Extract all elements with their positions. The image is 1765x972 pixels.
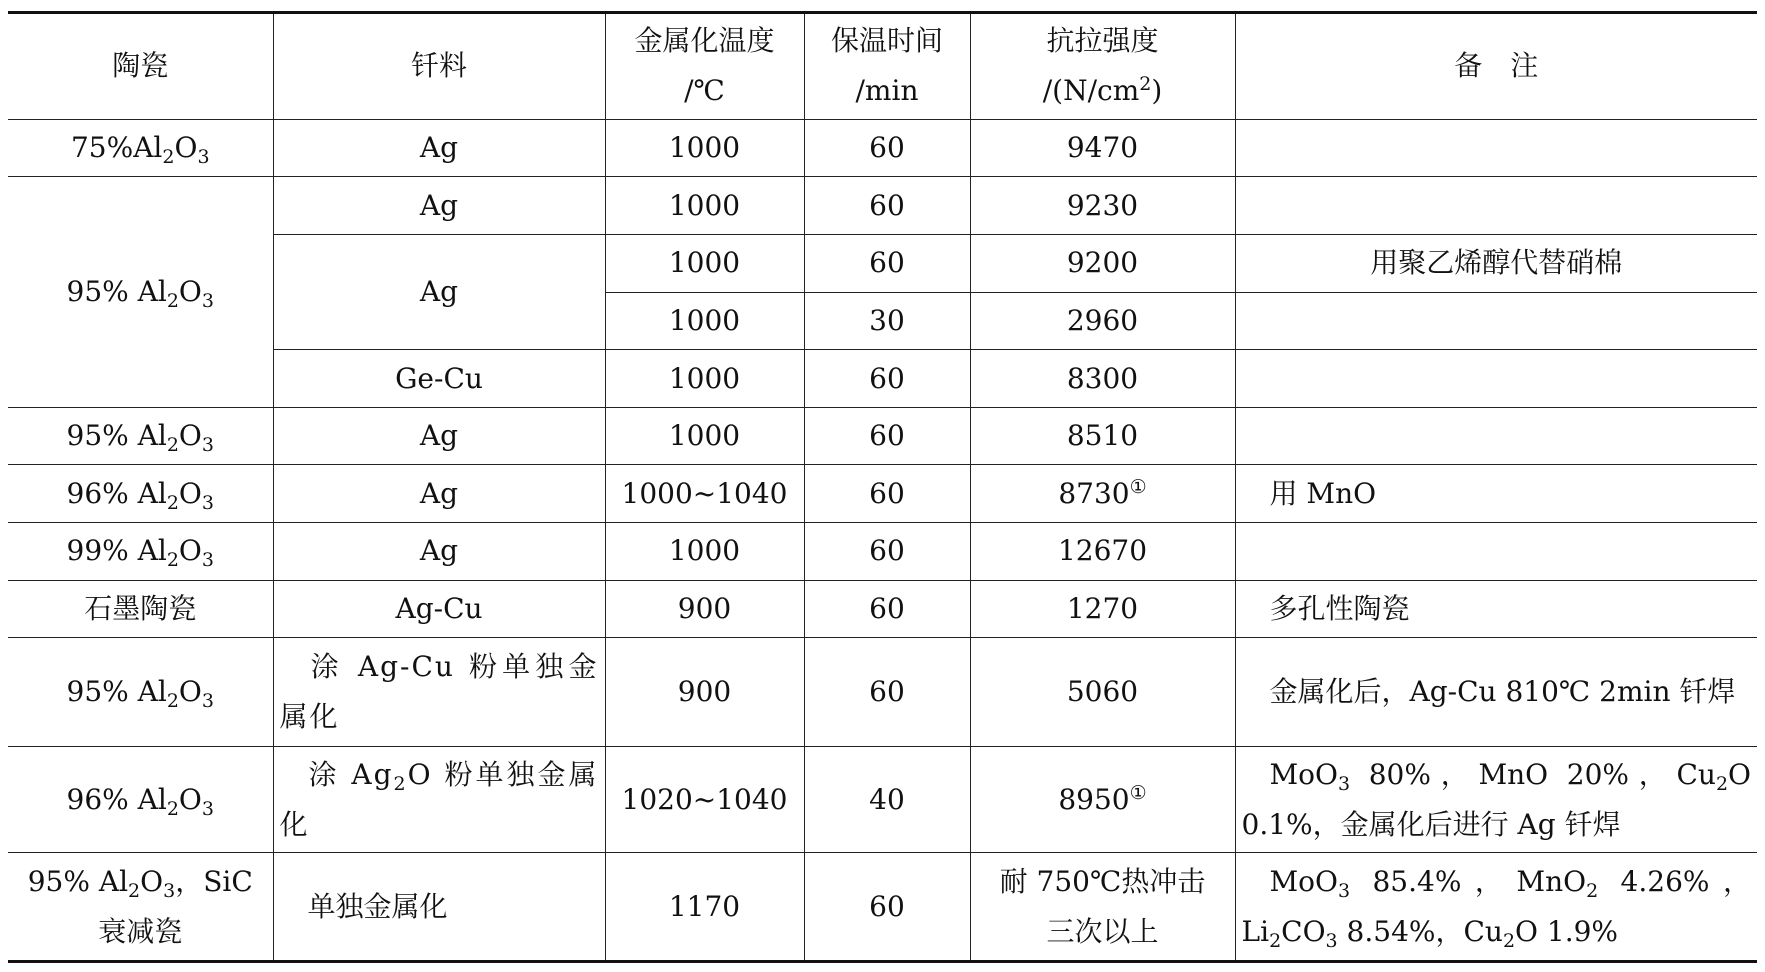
text: 75%Al [70,131,163,165]
cell-note [1235,523,1757,581]
table-row [8,853,1757,962]
cell-temperature: 1000 [605,523,804,581]
subscript: 3 [1337,879,1351,902]
cell-hold-time: 60 [804,853,970,962]
cell-strength: 1270 [970,580,1235,638]
text: 4.26%，Li [1241,864,1751,948]
cell-strength: 2960 [970,292,1235,350]
header-hold-time [804,13,970,120]
cell-hold-time: 60 [804,465,970,523]
text: O 0.1%，金属化后进行 Ag 钎焊 [1241,757,1751,841]
text: 95% Al [27,864,129,898]
header-temperature [605,13,804,120]
cell-hold-time: 60 [804,119,970,177]
header-note-label: 备 注 [1454,49,1539,83]
text: O [174,131,198,165]
subscript: 2 [166,690,179,713]
cell-solder: Ag-Cu [273,580,605,638]
cell-temperature: 900 [605,638,804,747]
table-row [8,747,1757,853]
cell-note [1235,350,1757,408]
header-solder-label: 钎料 [410,49,467,83]
subscript: 2 [166,549,179,572]
cell-solder: Ag [273,407,605,465]
cell-solder: Ag [273,119,605,177]
text: 8950 [1058,782,1130,816]
cell-note [1235,853,1757,962]
subscript: 3 [163,879,176,902]
text: O [178,782,202,816]
header-temperature-unit: /℃ [684,74,725,108]
text: 衰减瓷 [98,914,183,948]
text: MoO [1269,757,1338,791]
text: O [140,864,164,898]
cell-strength: 8300 [970,350,1235,408]
header-ceramic-label: 陶瓷 [112,49,169,83]
cell-hold-time: 60 [804,523,970,581]
text: O 粉单独金属化 [279,757,599,841]
cell-note [1235,177,1757,235]
table-row [8,119,1757,177]
subscript: 3 [201,491,214,514]
cell-ceramic [8,465,273,523]
text: 95% Al [66,675,167,709]
cell-strength: 9230 [970,177,1235,235]
cell-temperature: 1170 [605,853,804,962]
table-row [8,407,1757,465]
text: ，SiC [175,864,253,898]
cell-note [1235,638,1757,747]
cell-temperature: 1000~1040 [605,465,804,523]
text: O [178,534,202,568]
text: 用 MnO [1269,476,1377,510]
text: MoO [1269,864,1338,898]
cell-note [1235,119,1757,177]
text: O [178,675,202,709]
cell-solder [273,638,605,747]
text: 96% Al [66,476,167,510]
text: 80%，MnO 20%，Cu [1350,757,1716,791]
cell-note: 用聚乙烯醇代替硝棉 [1235,235,1757,293]
header-strength-unit-exponent: 2 [1139,73,1152,96]
subscript: 3 [201,290,214,313]
text: 单独金属化 [307,889,448,923]
header-note [1235,13,1757,120]
header-hold-time-unit: /min [855,74,919,108]
cell-strength: 5060 [970,638,1235,747]
text: 8730 [1058,476,1130,510]
text: 三次以上 [1046,914,1159,948]
cell-temperature: 1000 [605,177,804,235]
text: 多孔性陶瓷 [1269,592,1410,625]
cell-note [1235,580,1757,638]
cell-ceramic [8,747,273,853]
cell-temperature: 1000 [605,350,804,408]
cell-hold-time: 60 [804,350,970,408]
footnote-mark: ① [1129,781,1147,804]
cell-strength [970,747,1235,853]
footnote-mark: ① [1129,475,1147,498]
cell-note [1235,407,1757,465]
subscript: 2 [1586,879,1599,902]
text: 95% Al [66,419,167,453]
subscript: 2 [128,879,141,902]
table-row [8,638,1757,747]
cell-ceramic [8,407,273,465]
text: 95% Al [66,275,167,309]
subscript: 2 [1502,929,1516,952]
cell-note [1235,465,1757,523]
cell-note [1235,747,1757,853]
cell-strength: 12670 [970,523,1235,581]
text: 涂 Ag-Cu 粉单独金属化 [279,650,599,734]
cell-solder: Ge-Cu [273,350,605,408]
text: 金属化后，Ag-Cu 810℃ 2min 钎焊 [1269,675,1736,709]
subscript: 2 [166,797,179,820]
subscript: 2 [166,290,179,313]
subscript: 2 [1715,772,1729,795]
cell-ceramic [8,853,273,962]
subscript: 3 [1337,772,1351,795]
brazing-data-table [8,11,1757,963]
text: O 1.9% [1515,914,1619,948]
cell-strength [970,853,1235,962]
subscript: 3 [201,434,214,457]
cell-note [1235,292,1757,350]
header-strength-label: 抗拉强度 [1046,24,1159,58]
table-row [8,465,1757,523]
header-tensile-strength [970,13,1235,120]
cell-solder: Ag [273,235,605,350]
text: 99% Al [66,534,167,568]
subscript: 3 [201,549,214,572]
text: 8.54%，Cu [1337,914,1503,948]
cell-temperature: 900 [605,580,804,638]
header-hold-time-label: 保温时间 [830,24,943,58]
cell-hold-time: 60 [804,580,970,638]
header-ceramic [8,13,273,120]
subscript: 3 [197,146,210,169]
cell-temperature: 1000 [605,407,804,465]
cell-hold-time: 40 [804,747,970,853]
cell-ceramic [8,638,273,747]
header-strength-unit-close: ) [1151,74,1163,108]
cell-temperature: 1020~1040 [605,747,804,853]
cell-strength: 9470 [970,119,1235,177]
header-solder [273,13,605,120]
text: O [178,275,202,309]
cell-temperature: 1000 [605,292,804,350]
cell-temperature: 1000 [605,119,804,177]
table-header-row [8,13,1757,120]
cell-solder: Ag [273,523,605,581]
subscript: 2 [1269,929,1282,952]
subscript: 3 [1325,929,1338,952]
subscript: 2 [393,772,408,795]
table-row [8,177,1757,235]
cell-hold-time: 60 [804,638,970,747]
cell-strength [970,465,1235,523]
header-strength-unit: /(N/cm [1042,74,1140,108]
text: 96% Al [66,782,167,816]
text: 涂 Ag [307,757,394,791]
text: O [178,476,202,510]
cell-hold-time: 30 [804,292,970,350]
cell-solder [273,853,605,962]
cell-strength: 8510 [970,407,1235,465]
subscript: 2 [166,491,179,514]
cell-strength: 9200 [970,235,1235,293]
cell-solder: Ag [273,177,605,235]
cell-hold-time: 60 [804,407,970,465]
table-row [8,580,1757,638]
text: O [178,419,202,453]
subscript: 2 [166,434,179,457]
cell-solder: Ag [273,465,605,523]
cell-ceramic: 石墨陶瓷 [8,580,273,638]
cell-hold-time: 60 [804,177,970,235]
text: 耐 750℃热冲击 [999,864,1206,898]
subscript: 3 [201,797,214,820]
cell-ceramic [8,119,273,177]
cell-solder [273,747,605,853]
cell-ceramic [8,523,273,581]
cell-temperature: 1000 [605,235,804,293]
subscript: 2 [162,146,175,169]
table-row [8,523,1757,581]
cell-ceramic [8,177,273,407]
text: 85.4%，MnO [1350,864,1587,898]
cell-hold-time: 60 [804,235,970,293]
header-temperature-label: 金属化温度 [634,24,775,58]
text: CO [1281,914,1326,948]
subscript: 3 [201,690,214,713]
